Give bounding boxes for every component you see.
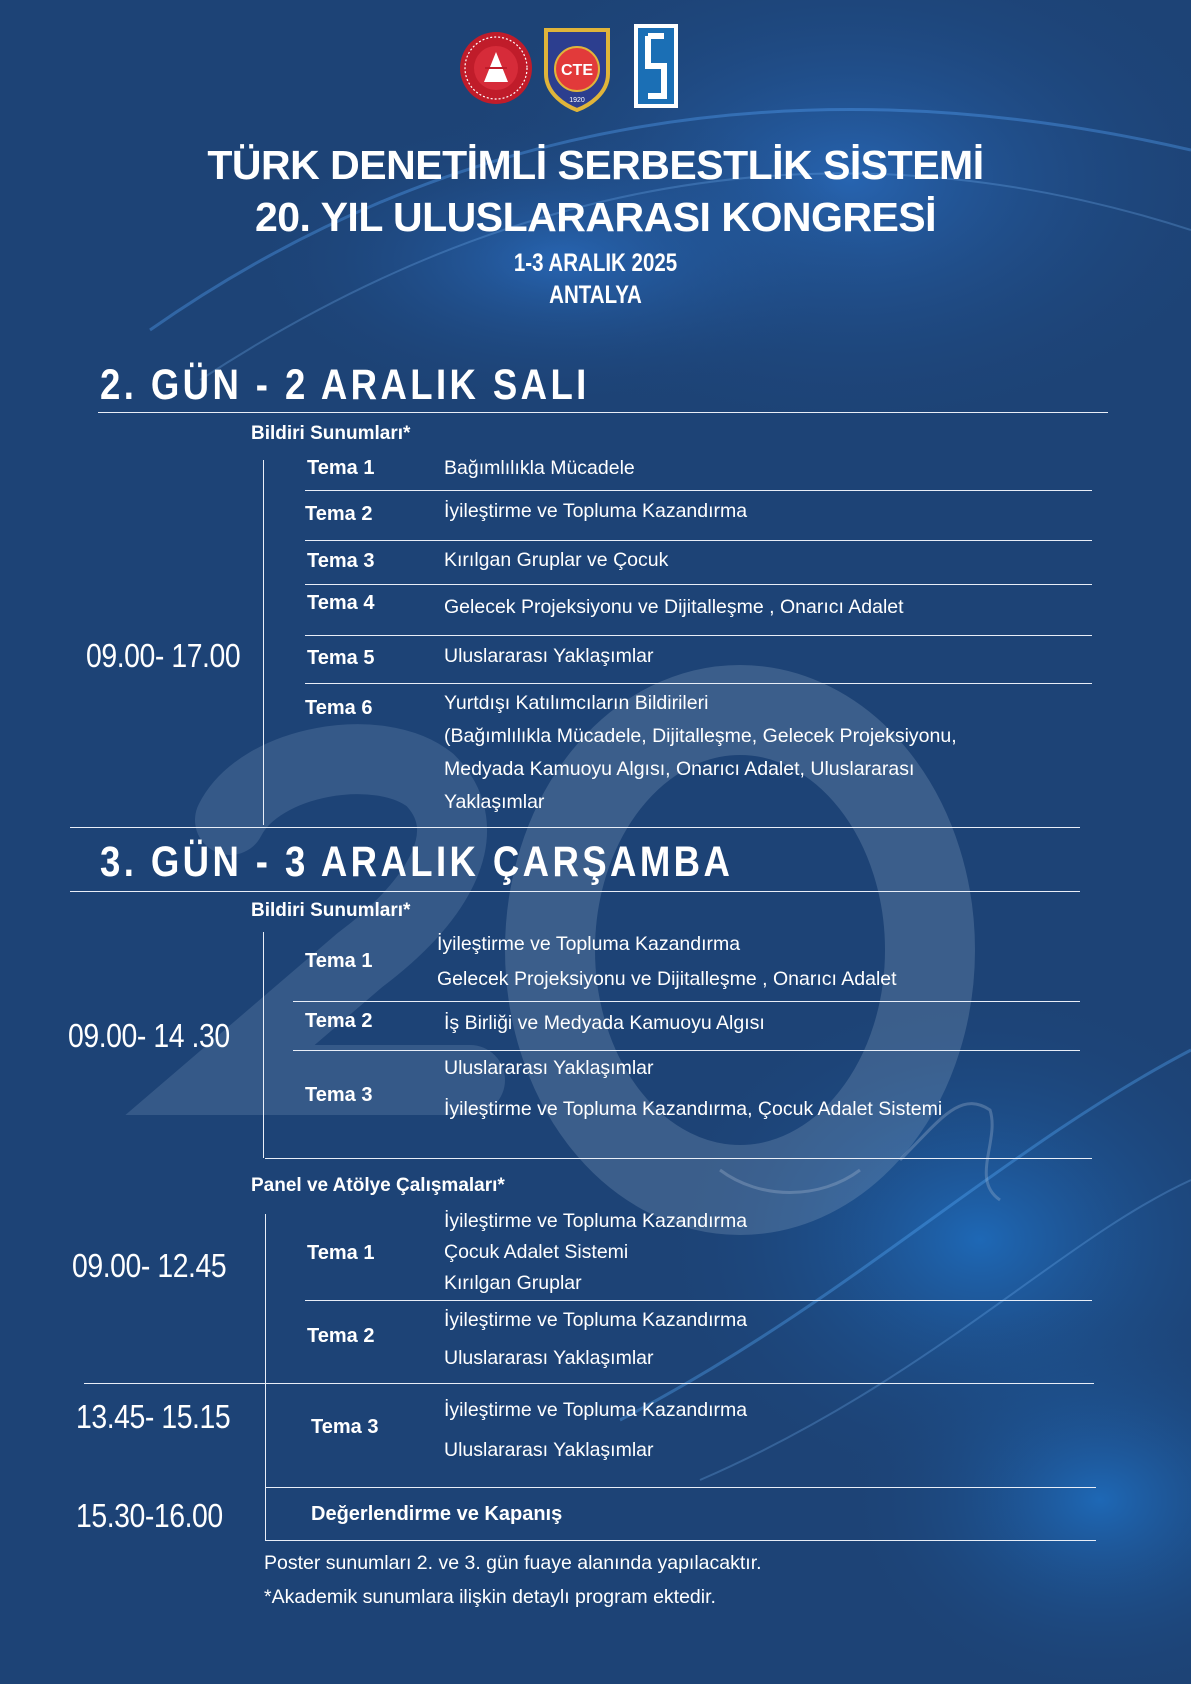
divider (70, 891, 1080, 892)
day3-panel-theme-desc: İyileştirme ve Topluma Kazandırma (444, 1309, 748, 1331)
day3-theme-label: Tema 2 (305, 1010, 373, 1032)
day3-panel-theme-desc: Çocuk Adalet Sistemi (444, 1241, 629, 1263)
day3-section1-label: Bildiri Sunumları* (251, 900, 411, 921)
day3-theme3-desc: İyileştirme ve Topluma Kazandırma (444, 1399, 748, 1421)
day3-time3: 13.45- 15.15 (76, 1398, 231, 1435)
page-title-line1: TÜRK DENETİMLİ SERBESTLİK SİSTEMİ (207, 142, 984, 188)
divider (266, 1540, 1096, 1541)
day3-panel-theme-label: Tema 1 (307, 1242, 375, 1264)
divider (263, 932, 264, 1158)
closing-label: Değerlendirme ve Kapanış (311, 1503, 563, 1525)
day3-section2-label: Panel ve Atölye Çalışmaları* (251, 1175, 505, 1196)
divider (265, 1158, 1092, 1159)
day2-theme-label: Tema 3 (307, 550, 375, 572)
day2-theme-desc: Yurtdışı Katılımcıların Bildirileri (444, 692, 709, 714)
day3-theme-desc: Uluslararası Yaklaşımlar (444, 1057, 654, 1079)
day3-panel-theme-desc: Kırılgan Gruplar (444, 1272, 582, 1294)
divider (305, 540, 1092, 541)
day3-time4: 15.30-16.00 (76, 1497, 223, 1534)
page-title-line2: 20. YIL ULUSLARARASI KONGRESİ (254, 194, 937, 240)
ministry-seal-icon (460, 32, 532, 104)
poster-note: Poster sunumları 2. ve 3. gün fuaye alanında yapılacaktır. (264, 1552, 762, 1574)
day3-panel-theme-desc: Uluslararası Yaklaşımlar (444, 1347, 654, 1369)
day2-theme-desc: (Bağımlılıkla Mücadele, Dijitalleşme, Gelecek Projeksiyonu, (444, 725, 957, 747)
divider (293, 1001, 1080, 1002)
day2-theme-desc: İyileştirme ve Topluma Kazandırma (444, 500, 748, 522)
day2-theme-label: Tema 1 (307, 457, 375, 479)
day2-theme-desc: Uluslararası Yaklaşımlar (444, 645, 654, 667)
ds-logo-icon (634, 24, 678, 108)
day3-heading: 3. GÜN - 3 ARALIK ÇARŞAMBA (100, 838, 734, 886)
divider (305, 584, 1092, 585)
divider (305, 683, 1092, 684)
divider (305, 635, 1092, 636)
day3-theme-desc: İyileştirme ve Topluma Kazandırma, Çocuk Adalet Sistemi (444, 1098, 943, 1120)
day2-theme-label: Tema 5 (307, 647, 375, 669)
divider (293, 1050, 1080, 1051)
svg-text:CTE: CTE (561, 62, 593, 79)
day2-theme-desc: Yaklaşımlar (444, 791, 545, 813)
svg-text:1920: 1920 (569, 97, 585, 104)
divider (263, 460, 264, 825)
day3-panel-theme-label: Tema 2 (307, 1325, 375, 1347)
day3-theme-desc: İş Birliği ve Medyada Kamuoyu Algısı (444, 1012, 765, 1034)
day2-theme-label: Tema 2 (305, 503, 373, 525)
divider (305, 490, 1092, 491)
day3-theme-label: Tema 1 (305, 950, 373, 972)
event-date: 1-3 ARALIK 2025 (513, 249, 678, 277)
day2-theme-desc: Medyada Kamuoyu Algısı, Onarıcı Adalet, Uluslararası (444, 758, 915, 780)
day2-heading: 2. GÜN - 2 ARALIK SALI (100, 361, 590, 409)
divider (265, 1384, 266, 1541)
day2-theme-desc: Bağımlılıkla Mücadele (444, 457, 635, 479)
day3-panel-theme-desc: İyileştirme ve Topluma Kazandırma (444, 1210, 748, 1232)
day3-theme3-label: Tema 3 (311, 1416, 379, 1438)
day2-section-label: Bildiri Sunumları* (251, 423, 411, 444)
academic-note: *Akademik sunumlara ilişkin detaylı program ektedir. (264, 1586, 716, 1608)
event-city: ANTALYA (549, 281, 642, 309)
divider (98, 412, 1108, 413)
divider (84, 1383, 1094, 1384)
divider (265, 1214, 266, 1384)
day3-time1: 09.00- 14 .30 (68, 1017, 230, 1054)
day2-theme-label: Tema 6 (305, 697, 373, 719)
day2-theme-desc: Kırılgan Gruplar ve Çocuk (444, 549, 669, 571)
divider (70, 827, 1080, 828)
day3-theme3-desc: Uluslararası Yaklaşımlar (444, 1439, 654, 1461)
logo-row (458, 22, 698, 112)
day3-time2: 09.00- 12.45 (72, 1247, 227, 1284)
badge-logo-icon (546, 30, 608, 110)
day2-time: 09.00- 17.00 (86, 637, 241, 674)
day3-theme-label: Tema 3 (305, 1084, 373, 1106)
divider (266, 1487, 1096, 1488)
divider (305, 1300, 1092, 1301)
day3-theme-desc: Gelecek Projeksiyonu ve Dijitalleşme , Onarıcı Adalet (437, 968, 897, 990)
day3-theme-desc: İyileştirme ve Topluma Kazandırma (437, 933, 741, 955)
day2-theme-desc: Gelecek Projeksiyonu ve Dijitalleşme , Onarıcı Adalet (444, 596, 904, 618)
day2-theme-label: Tema 4 (307, 592, 375, 614)
